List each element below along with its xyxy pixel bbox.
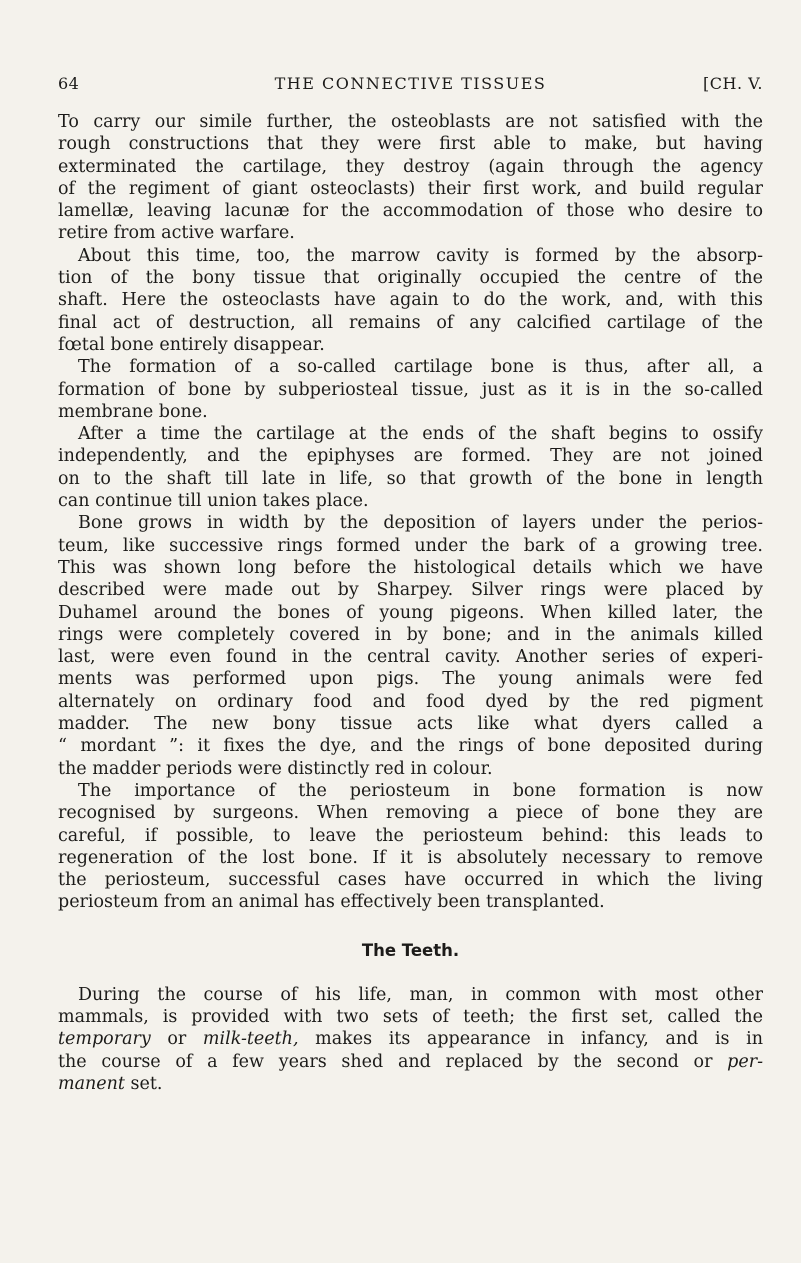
text-line: membrane bone. [58, 401, 208, 422]
text-run: or [150, 1029, 203, 1050]
running-title: THE CONNECTIVE TISSUES [274, 74, 547, 93]
text-line: “ mordant ”: it fixes the dye, and the rings of bone deposited during [58, 736, 763, 757]
text-line: formation of bone by subperiosteal tissue, just as it is in the so-called [58, 379, 763, 400]
text-line: About this time, too, the marrow cavity is formed by the absorp- [78, 245, 763, 266]
text-line: final act of destruction, all remains of any calcified cartilage of the [58, 312, 763, 333]
text-line: independently, and the epiphyses are formed. They are not joined [58, 446, 763, 467]
paragraph [58, 984, 763, 1095]
text-line: mammals, is provided with two sets of teeth; the first set, called the [58, 1006, 763, 1027]
text-line: the madder periods were distinctly red in colour. [58, 758, 493, 779]
text-line: on to the shaft till late in life, so that growth of the bone in length [58, 468, 763, 489]
text-line: exterminated the cartilage, they destroy (again through the agency [58, 156, 763, 177]
text-line: The importance of the periosteum in bone formation is now [78, 780, 763, 801]
text-line: recognised by surgeons. When removing a piece of bone they are [58, 803, 763, 824]
text-line: ments was performed upon pigs. The young animals were fed [58, 669, 763, 690]
text-line: After a time the cartilage at the ends of the shaft begins to ossify [78, 424, 763, 445]
text-line: last, were even found in the central cavity. Another series of experi- [58, 647, 763, 668]
chapter-mark: [CH. V. [703, 74, 763, 93]
section-heading: The Teeth. [361, 940, 460, 960]
text-line: This was shown long before the histological details which we have [58, 557, 763, 578]
text-line [58, 1051, 763, 1073]
text-line: rings were completely covered in by bone; and in the animals killed [58, 624, 763, 645]
text-line: periosteum from an animal has effectively been transplanted. [58, 892, 605, 913]
text-run: set. [124, 1073, 163, 1094]
text-run: the course of a few years shed and replaced by the second or [58, 1051, 728, 1072]
text-line: careful, if possible, to leave the periosteum behind: this leads to [58, 825, 763, 846]
paragraph [58, 423, 763, 512]
text-line: regeneration of the lost bone. If it is absolutely necessary to remove [58, 847, 763, 868]
body-text [58, 111, 763, 1095]
paragraph [58, 512, 763, 780]
text-line: rough constructions that they were first able to make, but having [58, 134, 763, 155]
text-line: can continue till union takes place. [58, 491, 369, 512]
paragraph [58, 245, 763, 356]
text-line: fœtal bone entirely disappear. [58, 334, 325, 355]
text-line: retire from active warfare. [58, 223, 295, 244]
text-line [58, 1073, 763, 1095]
text-line: alternately on ordinary food and food dyed by the red pigment [58, 691, 763, 712]
text-run: makes its appearance in infancy, and is in [298, 1029, 763, 1050]
text-line: Duhamel around the bones of young pigeons. When killed later, the [58, 602, 763, 623]
page-number: 64 [58, 74, 80, 93]
text-line: During the course of his life, man, in common with most other [78, 984, 763, 1005]
text-line: described were made out by Sharpey. Silver rings were placed by [58, 580, 763, 601]
italic-term: per- [727, 1051, 763, 1072]
text-line: Bone grows in width by the deposition of layers under the perios- [78, 513, 763, 534]
text-line: To carry our simile further, the osteoblasts are not satisfied with the [58, 112, 763, 132]
text-line: madder. The new bony tissue acts like what dyers called a [58, 714, 763, 735]
italic-term: temporary [58, 1029, 151, 1050]
text-line: teum, like successive rings formed under the bark of a growing tree. [58, 535, 763, 556]
text-line: tion of the bony tissue that originally occupied the centre of the [58, 268, 763, 289]
paragraph [58, 356, 763, 423]
italic-term: milk-teeth, [202, 1029, 299, 1050]
paragraph [58, 780, 763, 914]
text-line: The formation of a so-called cartilage bone is thus, after all, a [78, 357, 763, 378]
text-line: shaft. Here the osteoclasts have again to do the work, and, with this [58, 290, 763, 311]
running-head [58, 74, 763, 100]
paragraph [58, 111, 763, 245]
text-line: of the regiment of giant osteoclasts) their first work, and build regular [58, 178, 763, 199]
italic-term: manent [58, 1073, 125, 1094]
text-line: lamellæ, leaving lacunæ for the accommodation of those who desire to [58, 201, 763, 222]
text-line [58, 1028, 763, 1050]
text-line: the periosteum, successful cases have occurred in which the living [58, 870, 763, 891]
